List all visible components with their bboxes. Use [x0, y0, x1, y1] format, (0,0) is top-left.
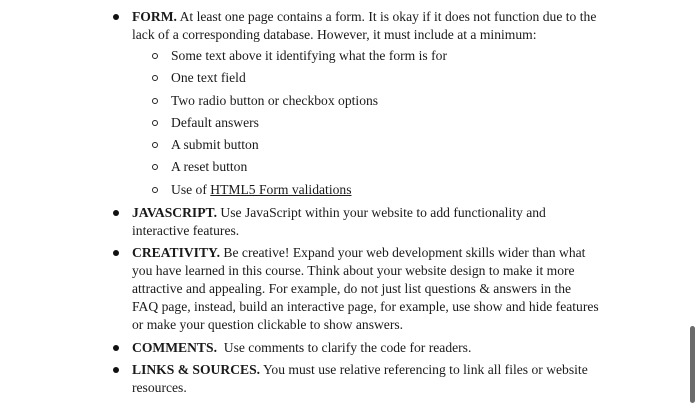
- requirement-form: [132, 8, 600, 44]
- sub-item: [171, 158, 247, 176]
- sub-item-text: Default answers: [171, 115, 259, 130]
- sub-item: [171, 136, 259, 154]
- sub-item-text: Some text above it identifying what the form is for: [171, 48, 447, 63]
- circle-bullet-icon: [152, 53, 158, 59]
- sub-item-text: Use of: [171, 182, 211, 197]
- requirement-creativity: [132, 244, 600, 334]
- sub-item: [171, 114, 259, 132]
- sub-item-text: A reset button: [171, 159, 248, 174]
- requirement-javascript: [132, 204, 600, 240]
- circle-bullet-icon: [152, 98, 158, 104]
- circle-bullet-icon: [152, 142, 158, 148]
- bullet-icon: [113, 367, 119, 373]
- sub-item-text: One text field: [171, 70, 246, 85]
- requirement-label: JAVASCRIPT.: [132, 205, 217, 220]
- requirement-text: At least one page contains a form. It is okay if it does not function due to the lack of a corresponding database. However, it must include at a minimum:: [132, 9, 597, 42]
- sub-item: [171, 47, 447, 65]
- requirement-label: CREATIVITY.: [132, 245, 221, 260]
- html5-validation-link[interactable]: HTML5 Form validations: [210, 182, 352, 197]
- bullet-icon: [113, 345, 119, 351]
- bullet-icon: [113, 210, 119, 216]
- sub-item-text: Two radio button or checkbox options: [171, 93, 379, 108]
- sub-item-text: A submit button: [171, 137, 259, 152]
- requirement-links-sources: [132, 361, 600, 397]
- requirement-label: FORM.: [132, 9, 177, 24]
- bullet-icon: [113, 250, 119, 256]
- circle-bullet-icon: [152, 75, 158, 81]
- sub-item: [171, 181, 351, 199]
- circle-bullet-icon: [152, 120, 158, 126]
- requirement-text: Use JavaScript within your website to add functionality and interactive features.: [132, 205, 546, 238]
- circle-bullet-icon: [152, 164, 158, 170]
- requirement-text: Use comments to clarify the code for readers.: [216, 340, 472, 355]
- requirement-text: Be creative! Expand your web development skills wider than what you have learned in this course. Think about your website design to make it more attractive and appealing. For example, do not just list questions & answers in the FAQ page, instead, build an interactive page, for example, use show and hide features or make your question clickable to show answers.: [132, 245, 599, 332]
- bullet-icon: [113, 14, 119, 20]
- requirement-label: LINKS & SOURCES.: [132, 362, 261, 377]
- requirement-comments: [132, 339, 600, 357]
- requirement-label: COMMENTS.: [132, 340, 217, 355]
- circle-bullet-icon: [152, 187, 158, 193]
- sub-item: [171, 92, 378, 110]
- requirement-text: You must use relative referencing to link all files or website resources.: [132, 362, 588, 395]
- sub-item: [171, 69, 246, 87]
- vertical-scrollbar[interactable]: [690, 326, 695, 403]
